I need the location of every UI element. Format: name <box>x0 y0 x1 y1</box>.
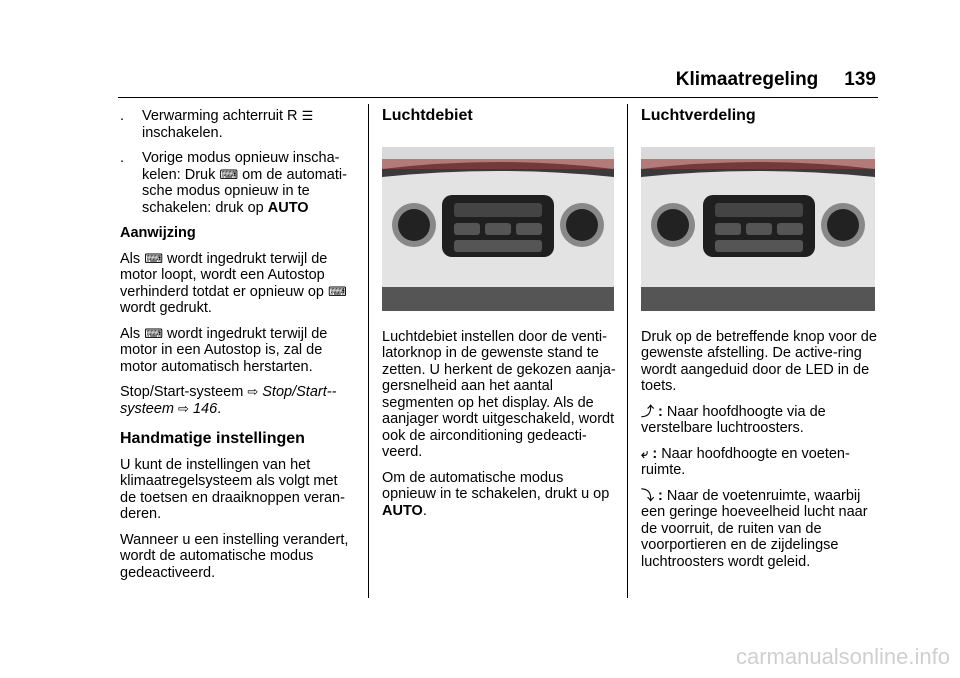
page-reference[interactable]: 146 <box>192 400 218 417</box>
section-heading: Luchtverdeling <box>641 107 756 124</box>
column-3 <box>627 108 877 579</box>
paragraph: Druk op de betreffende knop voor de gewenste afstelling. De active-ring wordt aangeduid door de LED in de toets. <box>641 328 877 394</box>
vent-feet-icon: ⤵ <box>641 487 655 503</box>
reference-arrow-icon: ⇨ <box>247 384 259 399</box>
list-item: . Vorige modus opnieuw inscha-kelen: Druk ⌨ om de automati-sche modus opnieuw in te schakelen: druk op AUTO <box>120 150 347 216</box>
page-number: 139 <box>844 69 876 90</box>
paragraph: ⤴ : Naar hoofdhoogte via de verstelbare luchtroosters. <box>641 403 826 436</box>
watermark: carmanualsonline.info <box>735 644 950 669</box>
section-heading: Luchtdebiet <box>382 107 473 124</box>
paragraph: ⤶ : Naar hoofdhoogte en voeten-ruimte. <box>641 445 850 478</box>
paragraph: Als ⌨ wordt ingedrukt terwijl de motor in een Autostop is, zal de motor automatisch herstarten. <box>120 325 328 375</box>
windshield-defrost-icon: ⌨ <box>144 325 163 341</box>
column-1 <box>120 108 356 590</box>
header-rule <box>118 97 878 98</box>
paragraph: Wanneer u een instelling verandert, wordt de automatische modus gedeactiveerd. <box>120 531 349 581</box>
vent-head-feet-icon: ⤶ <box>641 445 649 461</box>
paragraph: ⤵ : Naar de voetenruimte, waarbij een geringe hoeveelheid lucht naar de voorruit, de ruiten van de voorportieren en de zijdelingse luchtroosters wordt geleid. <box>641 487 868 570</box>
rear-defrost-icon: ☰ <box>301 108 314 123</box>
windshield-defrost-icon: ⌨ <box>219 166 239 182</box>
paragraph: Als ⌨ wordt ingedrukt terwijl de motor loopt, wordt een Autostop verhinderd totdat er opnieuw op ⌨ wordt gedrukt. <box>120 250 347 316</box>
column-divider <box>368 104 369 598</box>
windshield-defrost-icon: ⌨ <box>144 250 163 266</box>
section-heading: Handmatige instellingen <box>120 430 305 447</box>
windshield-defrost-icon: ⌨ <box>327 283 347 299</box>
reference-arrow-icon: ⇨ <box>178 400 189 416</box>
page-title: Klimaatregeling <box>675 69 819 90</box>
cross-reference-link[interactable]: Stop/Start--systeem <box>120 384 337 417</box>
climate-control-photo <box>641 147 875 311</box>
vent-head-icon: ⤴ <box>641 403 655 419</box>
list-item: . Verwarming achterruit R ☰ inschakelen. <box>120 108 314 141</box>
page-header <box>676 69 876 91</box>
paragraph: U kunt de instellingen van het klimaatregelsysteem als volgt met de toetsen en draaiknoppen veran-deren. <box>120 456 345 522</box>
paragraph: Luchtdebiet instellen door de venti-latorknop in de gewenste stand te zetten. U herkent de gekozen aanja-gersnelheid aan het aantal segmenten op het display. Als de aanjager wordt uitgeschakeld, wordt ook de airconditioning gedeacti-veerd. <box>382 328 616 460</box>
paragraph: Om de automatische modus opnieuw in te schakelen, drukt u op AUTO. <box>382 469 610 519</box>
climate-control-photo <box>382 147 614 311</box>
note-heading: Aanwijzing <box>120 225 196 241</box>
column-2 <box>382 108 618 528</box>
paragraph: Stop/Start-systeem ⇨ Stop/Start--systeem ⇨ 146. <box>120 384 337 417</box>
